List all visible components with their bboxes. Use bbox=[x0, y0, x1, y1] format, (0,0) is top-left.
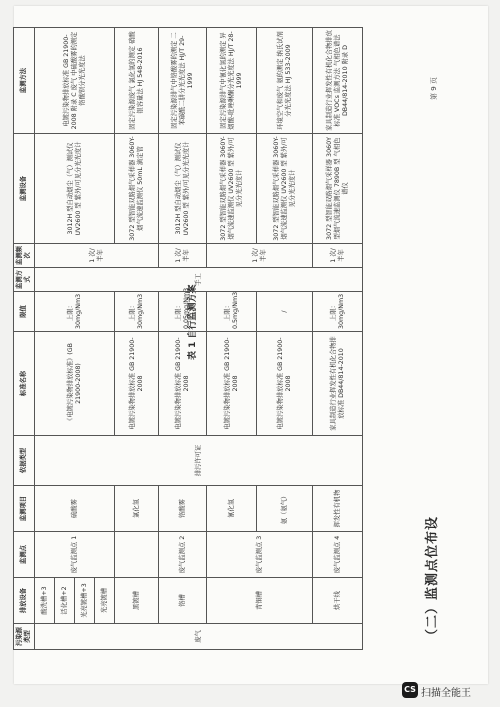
cell-standard: 电镀污染物排放标准 GB 21900-2008 bbox=[115, 332, 159, 436]
table-header-row bbox=[14, 28, 35, 650]
cell-limit: / bbox=[257, 292, 313, 332]
cell-device: 光亮镀槽+3 bbox=[75, 578, 95, 624]
cell-item: 挥发性有机物 bbox=[313, 486, 363, 532]
cell-point-blank bbox=[115, 532, 159, 578]
cell-frequency: 1 次/半年 bbox=[35, 244, 159, 268]
cell-standard: 电镀污染物排放标准 GB 21900-2008 bbox=[159, 332, 207, 436]
cell-standard: 《电镀污染物排放标准》(GB 21900-2008) bbox=[35, 332, 115, 436]
cell-method-type: 手工 bbox=[35, 268, 363, 292]
table-title: 表 1 自行监测方案 bbox=[188, 284, 198, 360]
header-standard: 标准名称 bbox=[14, 332, 35, 436]
cell-limit: 上限：30mg/Nm3 bbox=[115, 292, 159, 332]
cell-method: 固定污染源排气中铬酸雾的测定 二苯碳酰二肼分光光度法 HJ/T 29-1999 bbox=[159, 28, 207, 134]
cell-method: 环境空气和废气 氨的测定 纳氏试剂分光光度法 HJ 533-2009 bbox=[257, 28, 313, 134]
table-row bbox=[207, 28, 257, 650]
cell-point: 废气监测点 1 bbox=[35, 532, 115, 578]
header-device: 排放设备 bbox=[14, 578, 35, 624]
cell-method: 电镀污染物排放标准 GB 21900-2008 附录 C 废气 中硫酸雾的测定 铬酸钡分光光度法 bbox=[35, 28, 115, 134]
cell-equipment: 3012H 型自动烟尘（气）测试仪 UV2600 型 紫外/可见分光光度计 bbox=[35, 134, 115, 244]
header-method-type: 监测方式 bbox=[14, 268, 35, 292]
table-row bbox=[35, 28, 55, 650]
cell-item: 铬酸雾 bbox=[159, 486, 207, 532]
page-number: 第 9 页 bbox=[430, 77, 438, 100]
header-basis: 依据类型 bbox=[14, 436, 35, 486]
cell-method: 固定污染源废气 氯化氢的测定 硝酸银容量法 HJ 548-2016 bbox=[115, 28, 159, 134]
cell-frequency: 1 次/半年 bbox=[207, 244, 313, 268]
cell-item: 硫酸雾 bbox=[35, 486, 115, 532]
header-method: 监测方法 bbox=[14, 28, 35, 134]
cell-equipment: 3012H 型自动烟尘（气）测试仪 UV2600 型 紫外/可见分光光度计 bbox=[159, 134, 207, 244]
cell-item: 氨（氨气） bbox=[257, 486, 313, 532]
cell-equipment: 3072 型智能双路烟气采样器 3060Y-烟气流速监测仪 UV2600 型 紫外/可见分光光度计 bbox=[207, 134, 257, 244]
monitoring-plan-table bbox=[13, 27, 363, 650]
header-point: 监测点 bbox=[14, 532, 35, 578]
header-equipment: 监测设备 bbox=[14, 134, 35, 244]
section-title: （二）监测点位布设 bbox=[425, 515, 440, 642]
header-frequency: 监测频次 bbox=[14, 244, 35, 268]
cell-method: 固定污染源排气中氰化氢的测定 异烟酸-吡唑啉酮分光光度法 HJ/T 28-1999 bbox=[207, 28, 257, 134]
header-limit: 限值 bbox=[14, 292, 35, 332]
cell-item: 氰化氢 bbox=[207, 486, 257, 532]
cell-frequency: 1 次/半年 bbox=[313, 244, 363, 268]
cell-limit: 上限：30mg/Nm3 bbox=[35, 292, 115, 332]
cell-limit: 上限：0.05mg/Nm3 bbox=[159, 292, 207, 332]
cell-equipment: 3072 型智能双路烟气采样器 3060Y-烟气流速监测仪 UV2600 型 紫外/可见分光光度计 bbox=[257, 134, 313, 244]
cell-device: 光亮镀槽 bbox=[95, 578, 115, 624]
cell-frequency: 1 次/半年 bbox=[159, 244, 207, 268]
cell-limit: 上限：0.5mg/Nm3 bbox=[207, 292, 257, 332]
cell-standard: 电镀污染物排放标准 GB 21900-2008 bbox=[257, 332, 313, 436]
table-row bbox=[159, 28, 207, 650]
cell-source-type: 废气 bbox=[35, 624, 363, 650]
cell-device: 黑镀槽 bbox=[115, 578, 159, 624]
cell-method: 家具制造行业挥发性有机化合物排放标准 VOCs 监测方法 气相色谱法 DB44/814-2010 附录 D bbox=[313, 28, 363, 134]
cell-device: 酸洗槽+3 bbox=[35, 578, 55, 624]
cell-device: 活化槽+2 bbox=[55, 578, 75, 624]
cell-point: 废气监测点 4 bbox=[313, 532, 363, 578]
header-item: 监测项目 bbox=[14, 486, 35, 532]
cell-standard: 电镀污染物排放标准 GB 21900-2008 bbox=[207, 332, 257, 436]
camscanner-logo-icon: CS bbox=[402, 682, 418, 698]
cell-limit: 上限：30mg/Nm3 bbox=[313, 292, 363, 332]
cell-item: 氯化氢 bbox=[115, 486, 159, 532]
cell-device: 烘干线 bbox=[313, 578, 363, 624]
cell-device: 青铜槽 bbox=[207, 578, 313, 624]
camscanner-watermark-text: 扫描全能王 bbox=[421, 688, 471, 699]
cell-point: 废气监测点 2 bbox=[159, 532, 207, 578]
cell-standard: 家具制造行业挥发性有机化合物排放标准 DB44/814-2010 bbox=[313, 332, 363, 436]
cell-device: 铬槽 bbox=[159, 578, 207, 624]
cell-equipment: 3072 型智能双路烟气采样器 3060Y-烟气流速监测仪 50mL 滴定管 bbox=[115, 134, 159, 244]
rotated-document-content bbox=[7, 20, 467, 660]
table-row bbox=[313, 28, 363, 650]
cell-equipment: 3072 型智能双路烟气采样器 3060Y 型烟气流速监测仪 7890B 型 气相色谱仪 bbox=[313, 134, 363, 244]
cell-point: 废气监测点 3 bbox=[207, 532, 313, 578]
cell-basis: 排污许可证 bbox=[35, 436, 363, 486]
header-source-type: 污染源类型 bbox=[14, 624, 35, 650]
table-row bbox=[115, 28, 159, 650]
